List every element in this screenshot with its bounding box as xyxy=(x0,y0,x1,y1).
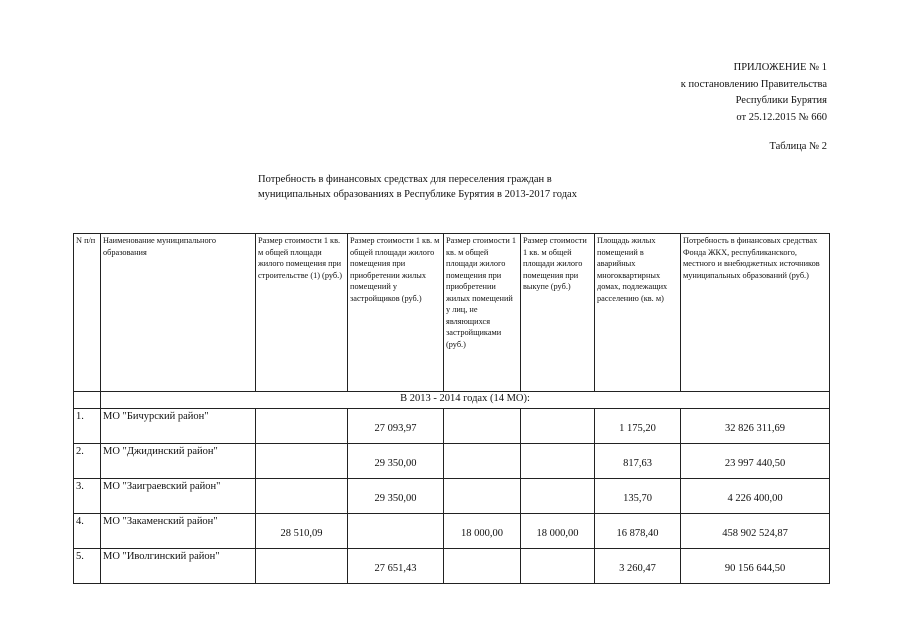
cost-buyout xyxy=(521,444,595,479)
cost-construction xyxy=(256,479,348,514)
header-row xyxy=(74,234,830,392)
row-number: 3. xyxy=(74,479,101,514)
header-cost-non-developers: Размер стоимости 1 кв. м общей площади жилого помещения при приобретении жилых помещений у лиц, не являющихся застройщиками (руб.) xyxy=(444,234,521,392)
financial-need: 32 826 311,69 xyxy=(681,409,830,444)
cost-non-developers: 18 000,00 xyxy=(444,514,521,549)
municipality-name: МО "Закаменский район" xyxy=(101,514,256,549)
header-area: Площадь жилых помещений в аварийных многоквартирных домах, подлежащих расселению (кв. м) xyxy=(595,234,681,392)
cost-non-developers xyxy=(444,479,521,514)
cost-non-developers xyxy=(444,409,521,444)
area-value: 135,70 xyxy=(595,479,681,514)
cost-developers: 29 350,00 xyxy=(348,444,444,479)
cost-developers xyxy=(348,514,444,549)
table-row xyxy=(74,514,830,549)
row-number: 5. xyxy=(74,549,101,584)
municipality-name: МО "Заиграевский район" xyxy=(101,479,256,514)
header-number: N п/п xyxy=(74,234,101,392)
cost-buyout xyxy=(521,479,595,514)
row-number: 1. xyxy=(74,409,101,444)
cost-construction xyxy=(256,444,348,479)
header-cost-construction: Размер стоимости 1 кв. м общей площади жилого помещения при строительстве (1) (руб.) xyxy=(256,234,348,392)
appendix-line: ПРИЛОЖЕНИЕ № 1 xyxy=(733,62,827,73)
header-financial-need: Потребность в финансовых средствах Фонда ЖКХ, республиканского, местного и внебюджетных источников муниципальных образований (руб.) xyxy=(681,234,830,392)
cost-developers: 27 651,43 xyxy=(348,549,444,584)
row-number: 2. xyxy=(74,444,101,479)
cost-construction xyxy=(256,409,348,444)
cost-developers: 27 093,97 xyxy=(348,409,444,444)
municipality-name: МО "Бичурский район" xyxy=(101,409,256,444)
municipality-name: МО "Джидинский район" xyxy=(101,444,256,479)
table-body xyxy=(74,409,830,584)
appendix-block xyxy=(681,60,827,126)
table-row xyxy=(74,409,830,444)
financial-need: 4 226 400,00 xyxy=(681,479,830,514)
header-municipality: Наименование муниципального образования xyxy=(101,234,256,392)
row-number: 4. xyxy=(74,514,101,549)
cost-non-developers xyxy=(444,444,521,479)
section-label: В 2013 - 2014 годах (14 МО): xyxy=(101,392,830,409)
area-value: 3 260,47 xyxy=(595,549,681,584)
title-line: Потребность в финансовых средствах для переселения граждан в xyxy=(258,174,552,185)
appendix-line: от 25.12.2015 № 660 xyxy=(736,111,827,123)
cost-construction xyxy=(256,549,348,584)
title-line: муниципальных образованиях в Республике Бурятия в 2013-2017 годах xyxy=(258,189,577,200)
appendix-line: к постановлению Правительства xyxy=(680,78,827,90)
financial-need: 90 156 644,50 xyxy=(681,549,830,584)
relocation-table xyxy=(73,233,830,584)
table-row xyxy=(74,549,830,584)
cost-non-developers xyxy=(444,549,521,584)
table-label: Таблица № 2 xyxy=(769,141,827,152)
area-value: 817,63 xyxy=(595,444,681,479)
area-value: 16 878,40 xyxy=(595,514,681,549)
cost-construction: 28 510,09 xyxy=(256,514,348,549)
section-empty-cell xyxy=(74,392,101,409)
header-cost-buyout: Размер стоимости 1 кв. м общей площади жилого помещения при выкупе (руб.) xyxy=(521,234,595,392)
table-row xyxy=(74,444,830,479)
area-value: 1 175,20 xyxy=(595,409,681,444)
cost-buyout xyxy=(521,549,595,584)
cost-buyout xyxy=(521,409,595,444)
header-cost-developers: Размер стоимости 1 кв. м общей площади жилого помещения при приобретении жилых помещений у застройщиков (руб.) xyxy=(348,234,444,392)
table-row xyxy=(74,479,830,514)
document-title xyxy=(258,172,577,202)
section-row xyxy=(74,392,830,409)
financial-need: 23 997 440,50 xyxy=(681,444,830,479)
municipality-name: МО "Иволгинский район" xyxy=(101,549,256,584)
appendix-line: Республики Бурятия xyxy=(735,95,827,106)
financial-need: 458 902 524,87 xyxy=(681,514,830,549)
cost-buyout: 18 000,00 xyxy=(521,514,595,549)
cost-developers: 29 350,00 xyxy=(348,479,444,514)
